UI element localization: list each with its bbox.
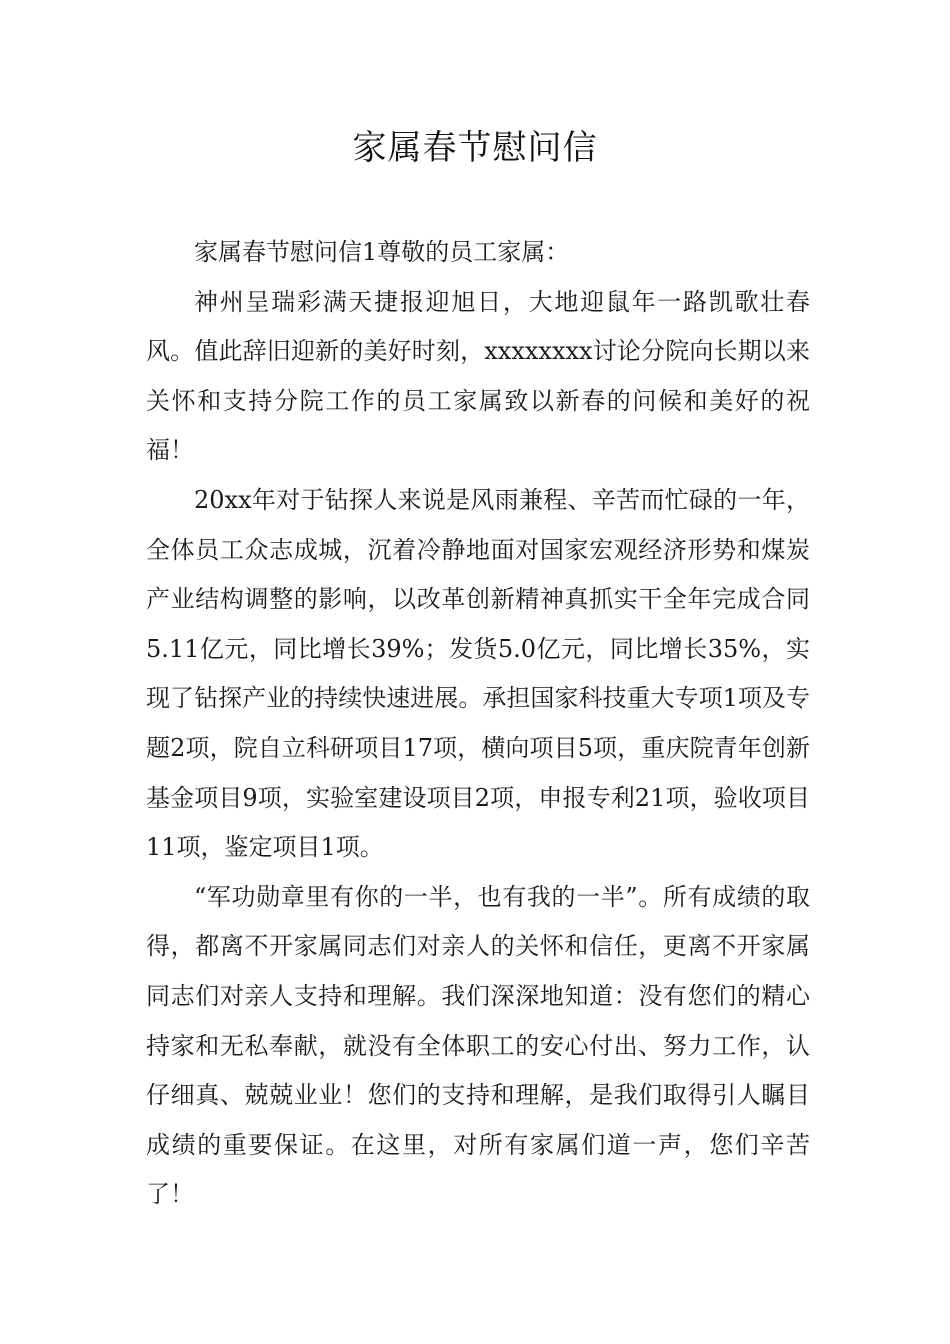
- document-body: [146, 228, 810, 1220]
- paragraph-annual-achievements: 20xx年对于钻探人来说是风雨兼程、辛苦而忙碌的一年，全体员工众志成城，沉着冷静地面对国家宏观经济形势和煤炭产业结构调整的影响，以改革创新精神真抓实干全年完成合同5.11亿元，同比增长39%；发货5.0亿元，同比增长35%，实现了钻探产业的持续快速进展。承担国家科技重大专项1项及专题2项，院自立科研项目17项，横向项目5项，重庆院青年创新基金项目9项，实验室建设项目2项，申报专利21项，验收项目11项，鉴定项目1项。: [146, 485, 810, 862]
- paragraph-greeting: 家属春节慰问信1尊敬的员工家属：: [194, 238, 570, 266]
- paragraph-new-year-wishes: 神州呈瑞彩满天捷报迎旭日，大地迎鼠年一路凯歌壮春风。值此辞旧迎新的美好时刻，xxxxxxxx讨论分院向长期以来关怀和支持分院工作的员工家属致以新春的问候和美好的祝福！: [146, 287, 810, 465]
- document-title: 家属春节慰问信: [352, 128, 598, 168]
- paragraph-thanks-to-families: “军功勋章里有你的一半，也有我的一半”。所有成绩的取得，都离不开家属同志们对亲人的关怀和信任，更离不开家属同志们对亲人支持和理解。我们深深地知道：没有您们的精心持家和无私奉献，就没有全体职工的安心付出、努力工作，认仔细真、兢兢业业！您们的支持和理解，是我们取得引人瞩目成绩的重要保证。在这里，对所有家属们道一声，您们辛苦了！: [146, 882, 810, 1209]
